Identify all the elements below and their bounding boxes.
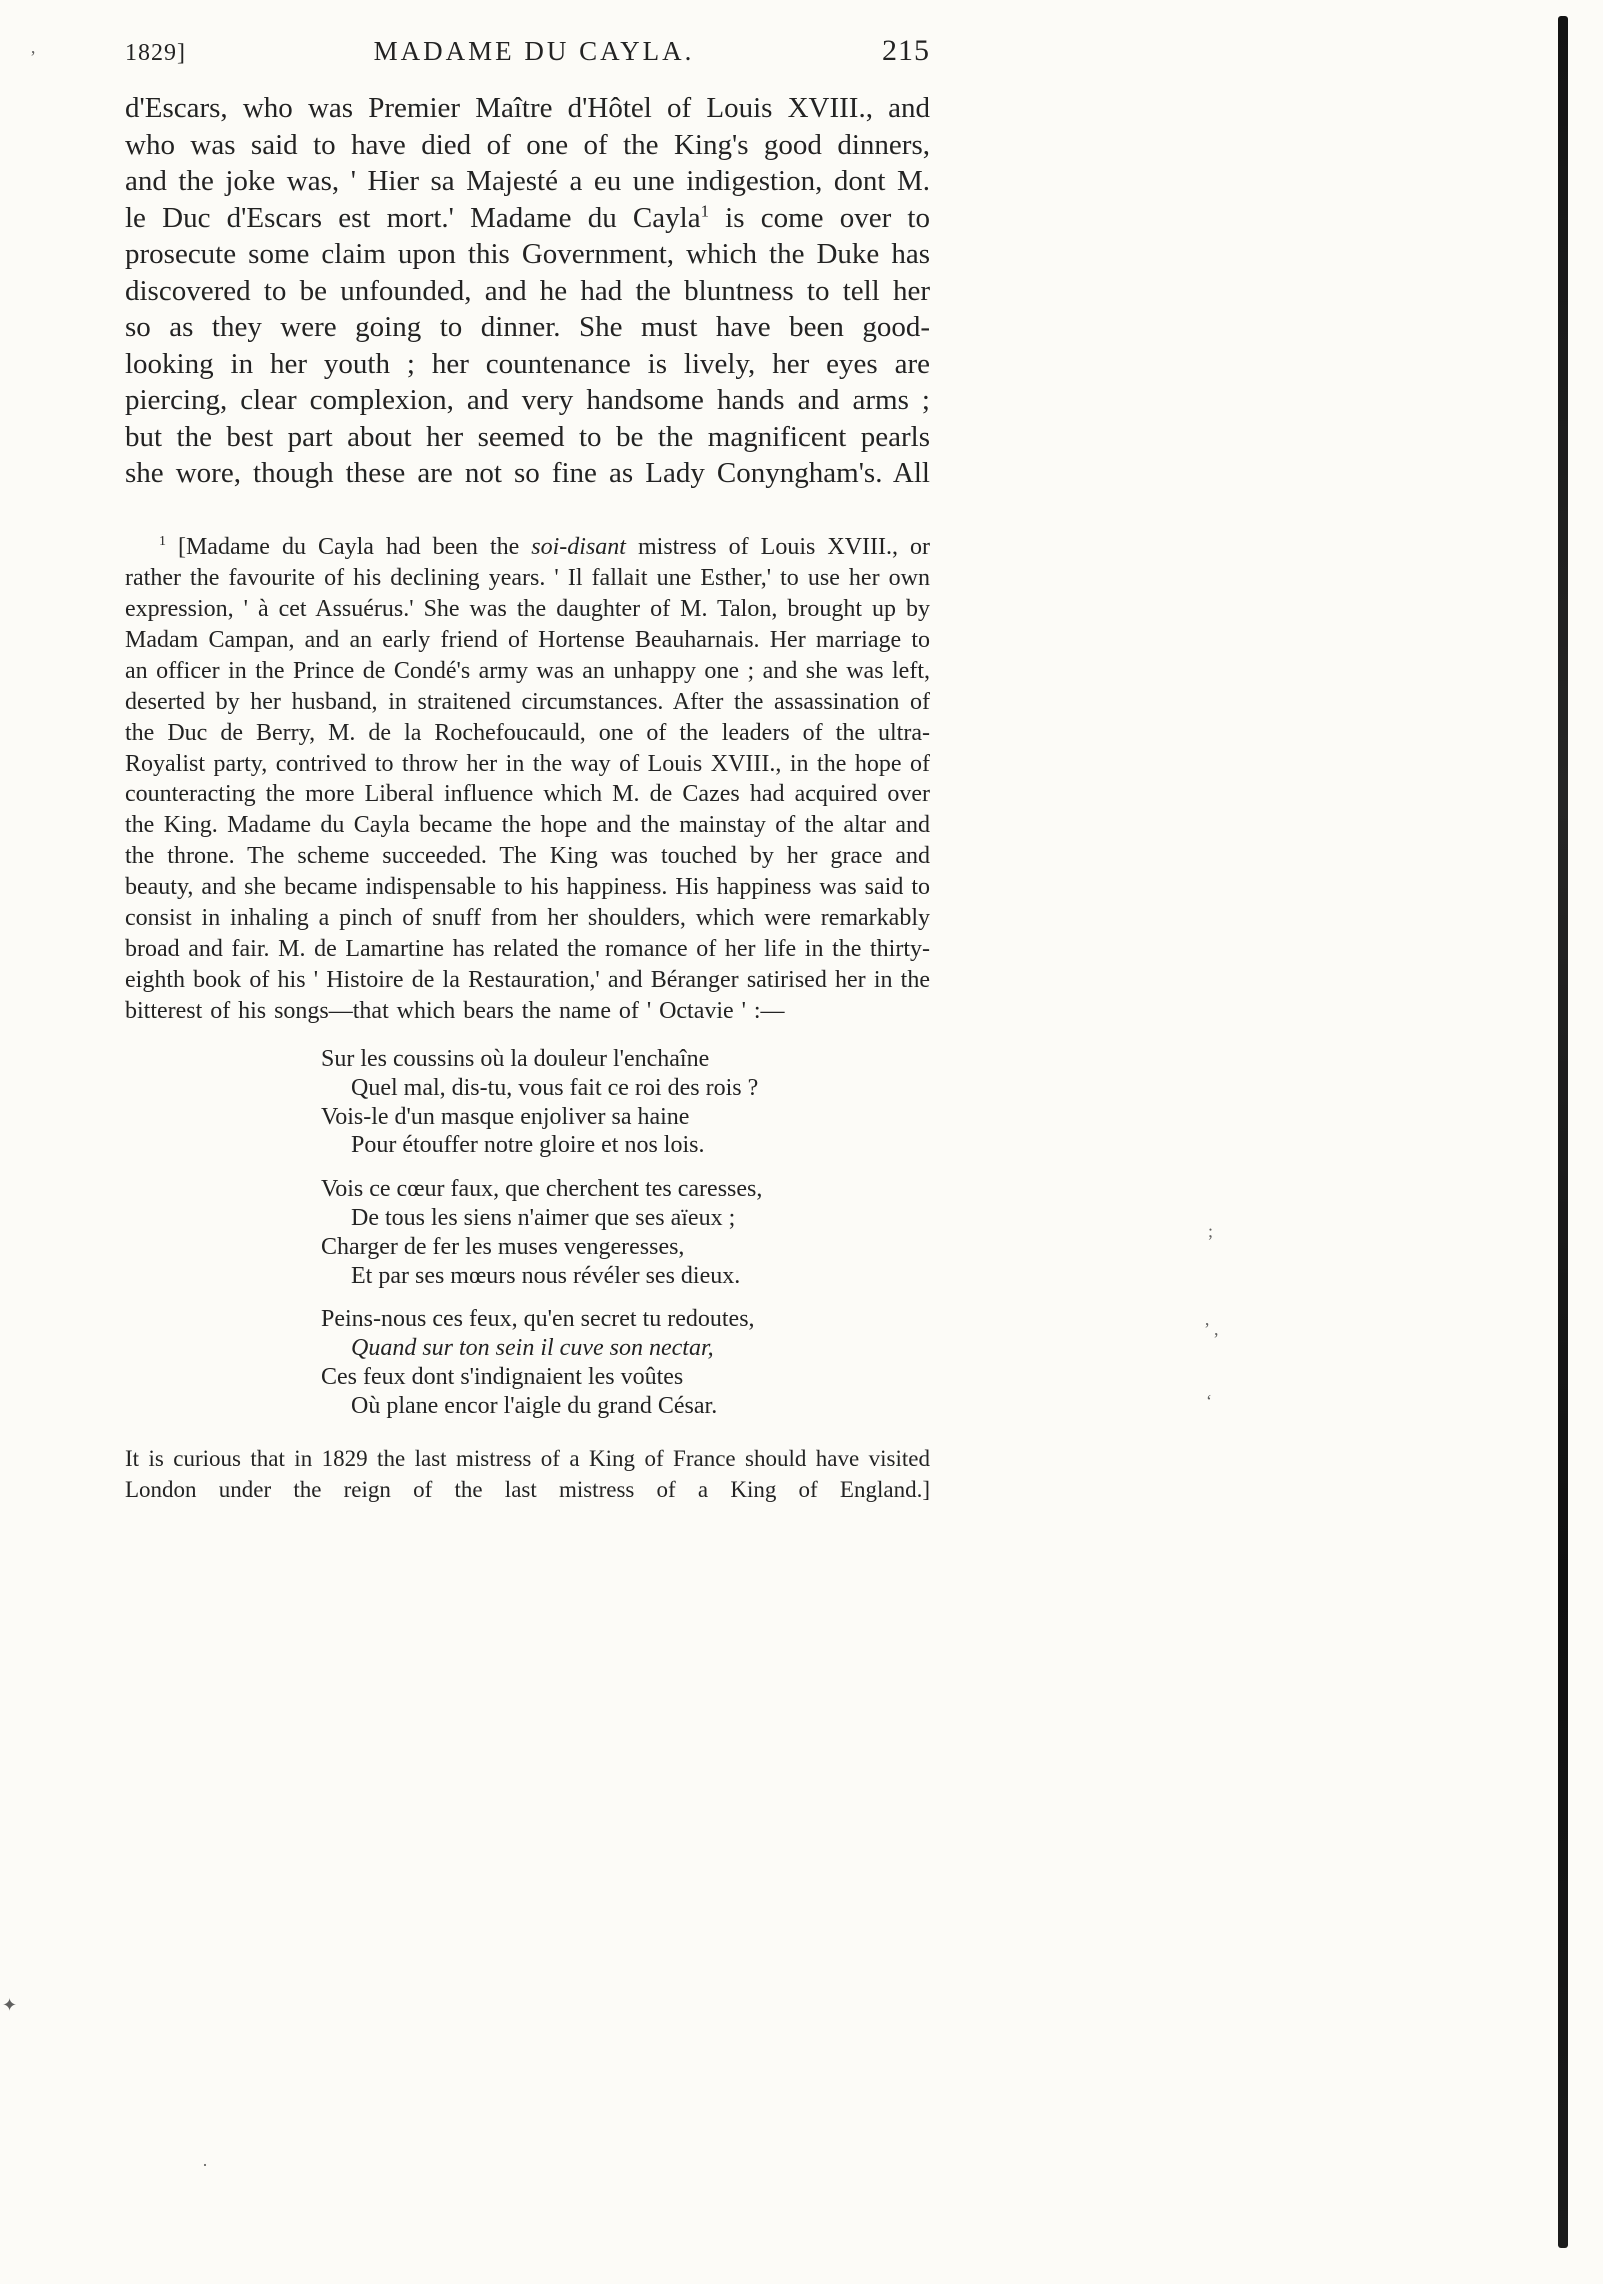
poem-stanza-2 — [321, 1175, 930, 1290]
main-paragraph-text-2: is come over to prosecute some claim upon this Government, which the Duke has discovered to be unfounded, and he had the bluntness to tell her so as they were going to dinner. She must have been good-looking in her youth ; her countenance is lively, her eyes are piercing, clear complexion, and very handsome hands and arms ; but the best part about her seemed to be the magnificent pearls she wore, though these are not so fine as Lady Conyngham's. All — [125, 201, 930, 490]
footnote-section — [125, 532, 930, 1505]
poem-line: Charger de fer les muses vengeresses, — [321, 1233, 685, 1260]
poem-line: Peins-nous ces feux, qu'en secret tu redoutes, — [321, 1306, 755, 1333]
poem-stanza-3 — [321, 1305, 930, 1420]
scan-speck: ’ — [30, 47, 36, 67]
footnote-closing: It is curious that in 1829 the last mistress of a King of France should have visited London under the reign of the last mistress of a King of England.] — [125, 1445, 930, 1502]
poem-line: Vois ce cœur faux, que cherchent tes caresses, — [321, 1176, 763, 1203]
page-header — [125, 34, 930, 68]
main-paragraph — [125, 90, 930, 492]
poem-stanza-1 — [321, 1045, 930, 1160]
scan-speck: · — [202, 2155, 208, 2175]
poem-line: De tous les siens n'aimer que ses aïeux ; — [351, 1205, 736, 1232]
poem-line: Ces feux dont s'indignaient les voûtes — [321, 1364, 684, 1391]
footnote-text-1: [Madame du Cayla had been the — [165, 533, 532, 560]
poem — [321, 1045, 930, 1421]
scan-speck: ‘ — [1206, 1391, 1212, 1411]
scan-speck: ; — [1208, 1221, 1214, 1241]
footnote-reference: 1 — [700, 200, 709, 220]
header-year: 1829] — [125, 40, 186, 66]
footnote-italic-soi-disant: soi-disant — [531, 533, 626, 560]
poem-line: Vois-le d'un masque enjoliver sa haine — [321, 1103, 690, 1130]
poem-line: Où plane encor l'aigle du grand César. — [351, 1392, 718, 1419]
content-column — [125, 34, 930, 1505]
scan-edge-artifact — [1558, 16, 1568, 2248]
page-number: 215 — [882, 34, 930, 67]
footnote-marker: 1 — [159, 533, 166, 549]
poem-line: Et par ses mœurs nous révéler ses dieux. — [351, 1262, 741, 1289]
main-paragraph-text-1: d'Escars, who was Premier Maître d'Hôtel of Louis XVIII., and who was said to have died of one of the King's good dinners, and the joke was, ' Hier sa Majesté a eu une indigestion, dont M. le Duc d'Escars est mort.' Madame du Cayla — [125, 92, 930, 234]
footnote-text-2: mistress of Louis XVIII., or rather the favourite of his declining years. ' Il fallait une Esther,' to use her own expression, ' à cet Assuérus.' She was the daughter of M. Talon, brought up by Madam Campan, and an early friend of Hortense Beauharnais. Her marriage to an officer in the Prince de Condé's army was an unhappy one ; and she was left, deserted by her husband, in straitened circumstances. After the assassination of the Duc de Berry, M. de la Rochefoucauld, one of the leaders of the ultra-Royalist party, contrived to throw her in the way of Louis XVIII., in the hope of counteracting the more Liberal influence which M. de Cazes had acquired over the King. Madame du Cayla became the hope and the mainstay of the altar and the throne. The scheme succeeded. The King was touched by her grace and beauty, and she became indispensable to his happiness. His happiness was said to consist in inhaling a pinch of snuff from her shoulders, which were remarkably broad and fair. M. de Lamartine has related the romance of her life in the thirty-eighth book of his ' Histoire de la Restauration,' and Béranger satirised her in the bitterest of his songs—that which bears the name of ' Octavie ' :— — [125, 533, 931, 1025]
footnote-paragraph — [125, 532, 930, 1027]
scan-speck: ✦ — [2, 1995, 18, 2015]
poem-line: Sur les coussins où la douleur l'enchaîne — [321, 1046, 710, 1073]
scan-speck: ’ ‚ — [1204, 1319, 1220, 1339]
poem-line-italic: Quand sur ton sein il cuve son nectar, — [351, 1335, 714, 1362]
poem-line: Pour étouffer notre gloire et nos lois. — [351, 1132, 705, 1159]
poem-line: Quel mal, dis-tu, vous fait ce roi des rois ? — [351, 1074, 759, 1101]
running-title: MADAME DU CAYLA. — [373, 36, 695, 66]
